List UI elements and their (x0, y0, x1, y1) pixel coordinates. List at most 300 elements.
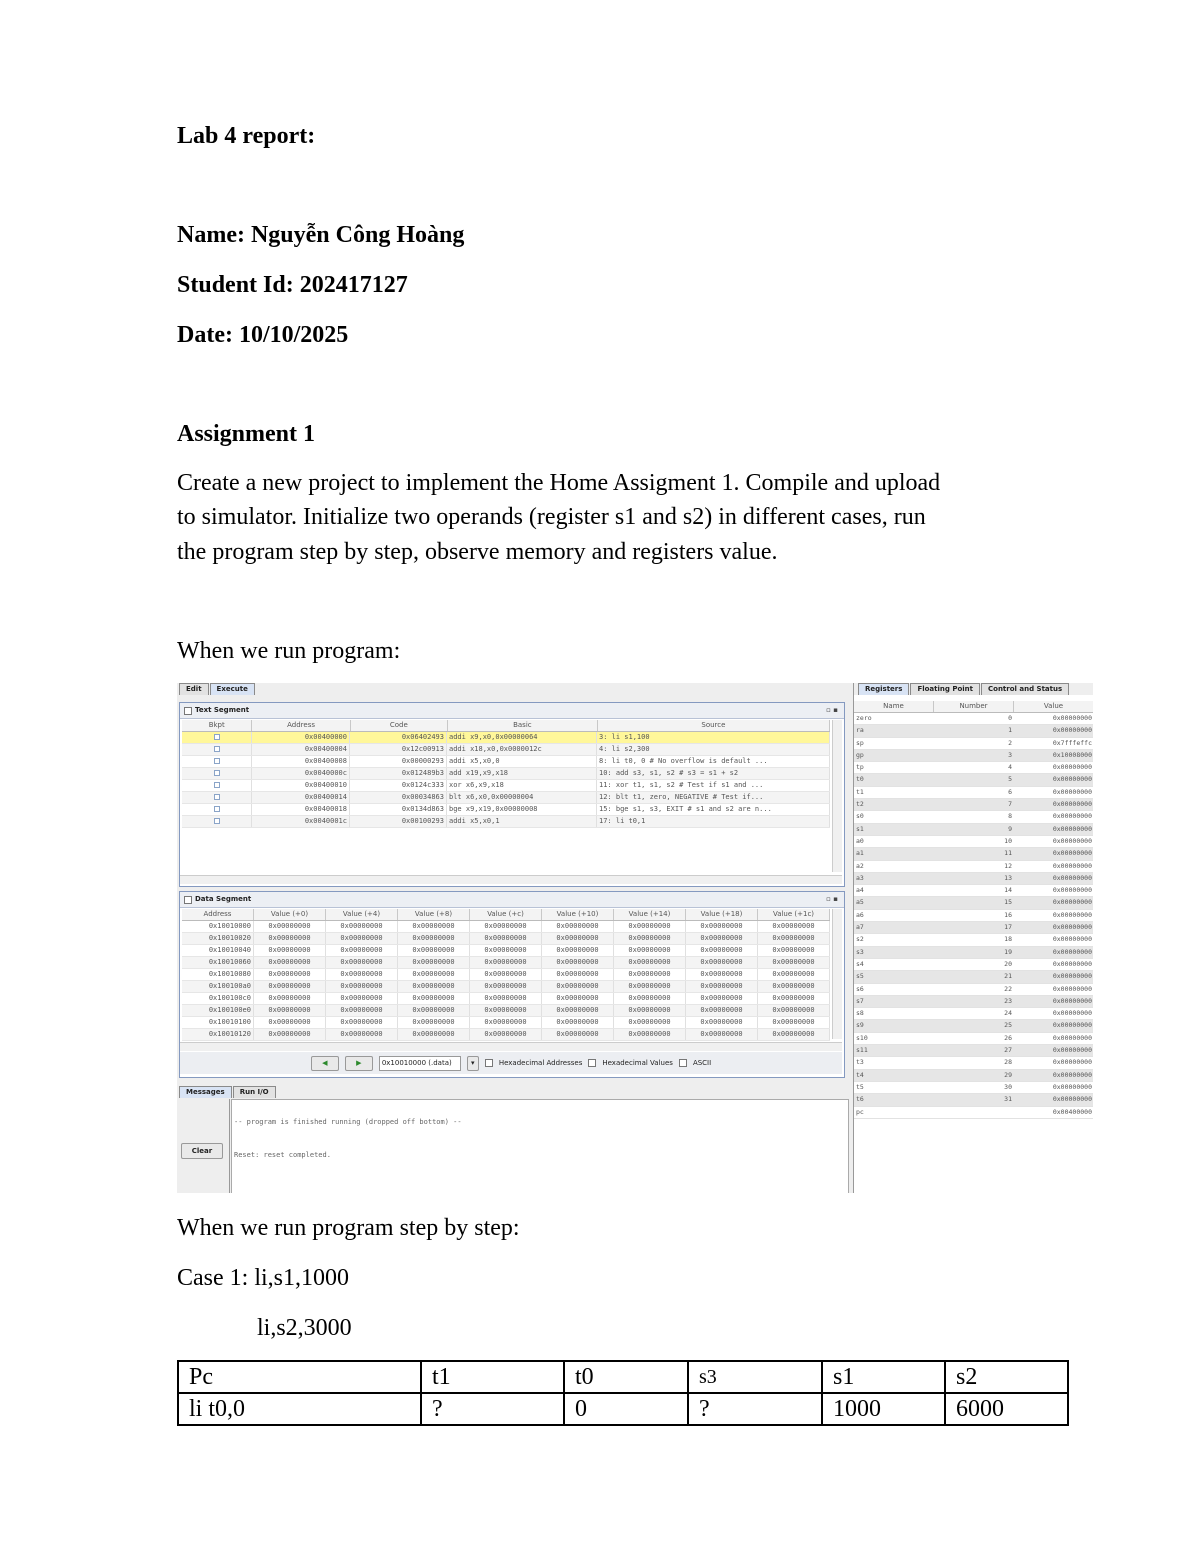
data-value-cell: 0x00000000 (326, 921, 398, 932)
data-segment-scrollbar[interactable] (832, 909, 842, 1039)
data-segment-row (182, 945, 830, 957)
data-value-cell: 0x00000000 (470, 1029, 542, 1040)
data-address-cell: 0x100100e0 (182, 1005, 254, 1016)
register-cell: 0x10008000 (1052, 750, 1092, 759)
messages-tabbar (177, 1086, 849, 1098)
breakpoint-checkbox[interactable] (214, 806, 220, 812)
text-segment-cell: addi x9,x0,0x00000064 (447, 732, 597, 743)
data-value-cell: 0x00000000 (470, 945, 542, 956)
data-value-cell: 0x00000000 (614, 1005, 686, 1016)
register-row (854, 824, 1093, 836)
register-cell: 0x00400000 (1052, 1107, 1092, 1116)
data-value-cell: 0x00000000 (326, 969, 398, 980)
data-segment-table (182, 909, 830, 1041)
register-cell: 11 (1004, 849, 1012, 858)
data-value-cell: 0x00000000 (254, 969, 326, 980)
data-address-cell: 0x10010000 (182, 921, 254, 932)
column-header: Bkpt (182, 720, 252, 731)
register-row (854, 762, 1093, 774)
tab-edit[interactable]: Edit (179, 683, 209, 695)
data-value-cell: 0x00000000 (326, 933, 398, 944)
data-value-cell: 0x00000000 (614, 957, 686, 968)
text-segment-cell: 0x0124c333 (350, 780, 447, 791)
breakpoint-cell (182, 780, 252, 791)
text-segment-cell: blt x6,x0,0x00000004 (447, 792, 597, 803)
register-cell: 0x00000000 (1052, 910, 1092, 919)
register-cell: s2 (856, 935, 864, 944)
text-segment-row (182, 768, 830, 780)
data-value-cell: 0x00000000 (686, 1029, 758, 1040)
register-cell: t6 (856, 1095, 864, 1104)
editor-tabbar (177, 683, 849, 695)
data-value-cell: 0x00000000 (398, 993, 470, 1004)
data-value-cell: 0x00000000 (686, 981, 758, 992)
register-row (854, 811, 1093, 823)
hex-addresses-checkbox[interactable] (485, 1059, 493, 1067)
simulator-main-area (177, 683, 849, 1193)
register-cell: 9 (1008, 824, 1012, 833)
register-cell: 24 (1004, 1009, 1012, 1018)
register-cell: gp (856, 750, 864, 759)
data-value-cell: 0x00000000 (470, 981, 542, 992)
messages-button-column (177, 1099, 230, 1193)
text-segment-cell: 0x00400010 (252, 780, 350, 791)
register-cell: 0x00000000 (1052, 836, 1092, 845)
text-segment-cell: 0x00400004 (252, 744, 350, 755)
register-cell: s9 (856, 1021, 864, 1030)
register-cell: 13 (1004, 873, 1012, 882)
register-cell: 5 (1008, 775, 1012, 784)
breakpoint-checkbox[interactable] (214, 782, 220, 788)
register-row (854, 750, 1093, 762)
data-segment-row (182, 957, 830, 969)
arrow-left-icon[interactable]: ◀ (311, 1056, 339, 1071)
data-value-cell: 0x00000000 (254, 981, 326, 992)
data-value-cell: 0x00000000 (470, 993, 542, 1004)
register-cell: 0x00000000 (1052, 726, 1092, 735)
text-segment-cell: 0x012489b3 (350, 768, 447, 779)
register-cell: 0x00000000 (1052, 959, 1092, 968)
text-segment-cell: 3: li s1,100 (597, 732, 830, 743)
tab-execute[interactable]: Execute (210, 683, 255, 695)
register-row (854, 1045, 1093, 1057)
step-caption: When we run program step by step: (177, 1215, 520, 1241)
assignment-paragraph-line-1: Create a new project to implement the Home Assigment 1. Compile and upload (177, 470, 941, 496)
arrow-right-icon[interactable]: ▶ (345, 1056, 373, 1071)
data-value-cell: 0x00000000 (326, 957, 398, 968)
student-name: Name: Nguyễn Công Hoàng (177, 222, 465, 248)
register-row (854, 959, 1093, 971)
data-segment-row (182, 933, 830, 945)
register-cell: 16 (1004, 910, 1012, 919)
register-cell: 0x00000000 (1052, 935, 1092, 944)
data-value-cell: 0x00000000 (614, 921, 686, 932)
register-row (854, 774, 1093, 786)
data-value-cell: 0x00000000 (758, 933, 830, 944)
data-value-cell: 0x00000000 (398, 969, 470, 980)
register-cell: 0x00000000 (1052, 775, 1092, 784)
data-value-cell: 0x00000000 (254, 957, 326, 968)
data-value-cell: 0x00000000 (758, 945, 830, 956)
data-segment-row (182, 969, 830, 981)
register-cell (934, 1107, 1014, 1118)
hex-values-checkbox[interactable] (588, 1059, 596, 1067)
register-row (854, 738, 1093, 750)
breakpoint-cell (182, 816, 252, 827)
breakpoint-cell (182, 756, 252, 767)
text-segment-cell: 0x0040000c (252, 768, 350, 779)
text-segment-cell: 0x12c00913 (350, 744, 447, 755)
register-row (854, 836, 1093, 848)
data-value-cell: 0x00000000 (398, 1029, 470, 1040)
trace-header-cell: t0 (564, 1361, 688, 1393)
register-cell: 0x00000000 (1052, 1095, 1092, 1104)
breakpoint-checkbox[interactable] (214, 818, 220, 824)
register-cell: 0x00000000 (1052, 1033, 1092, 1042)
text-segment-cell: 12: blt t1, zero, NEGATIVE # Test if... (597, 792, 830, 803)
register-cell: 2 (1008, 738, 1012, 747)
text-segment-cell: 0x0134d863 (350, 804, 447, 815)
register-cell: 0x00000000 (1052, 1070, 1092, 1079)
text-segment-row (182, 816, 830, 828)
register-cell: 0x00000000 (1052, 984, 1092, 993)
tab-run-io[interactable]: Run I/O (233, 1086, 276, 1098)
register-row (854, 1094, 1093, 1106)
data-value-cell: 0x00000000 (758, 1029, 830, 1040)
register-cell: 19 (1004, 947, 1012, 956)
data-value-cell: 0x00000000 (686, 957, 758, 968)
text-segment-hscrollbar[interactable] (180, 875, 842, 884)
data-value-cell: 0x00000000 (470, 1005, 542, 1016)
register-cell: t1 (856, 787, 864, 796)
register-row (854, 996, 1093, 1008)
data-segment-row (182, 1017, 830, 1029)
tab-floating-point[interactable]: Floating Point (910, 683, 980, 695)
data-segment-body (182, 921, 830, 1041)
data-value-cell: 0x00000000 (542, 933, 614, 944)
column-header: Value (+1c) (758, 909, 830, 920)
data-segment-header (182, 909, 830, 921)
register-row (854, 984, 1093, 996)
trace-header-cell: t1 (421, 1361, 564, 1393)
text-segment-header (182, 720, 830, 732)
trace-cell: ? (688, 1393, 822, 1425)
breakpoint-checkbox[interactable] (214, 794, 220, 800)
register-cell: a6 (856, 910, 864, 919)
panel-restore-icon[interactable]: ▫ ▪ (826, 706, 838, 714)
data-address-cell: 0x100100a0 (182, 981, 254, 992)
data-value-cell: 0x00000000 (254, 933, 326, 944)
register-cell: 10 (1004, 836, 1012, 845)
text-segment-cell: 0x00400000 (252, 732, 350, 743)
register-cell: 15 (1004, 898, 1012, 907)
register-cell: a1 (856, 849, 864, 858)
register-cell: t2 (856, 800, 864, 809)
data-segment-checkbox-icon[interactable] (184, 896, 192, 904)
text-segment-row (182, 744, 830, 756)
text-segment-body (182, 732, 830, 828)
data-value-cell: 0x00000000 (686, 921, 758, 932)
trace-header-cell: s2 (945, 1361, 1068, 1393)
student-id: Student Id: 202417127 (177, 272, 408, 298)
data-value-cell: 0x00000000 (326, 993, 398, 1004)
register-cell: 0x00000000 (1052, 1021, 1092, 1030)
data-value-cell: 0x00000000 (686, 1005, 758, 1016)
text-segment-scrollbar[interactable] (832, 720, 842, 872)
register-cell: sp (856, 738, 864, 747)
text-segment-cell: addi x5,x0,1 (447, 816, 597, 827)
tab-messages[interactable]: Messages (179, 1086, 232, 1098)
text-segment-title: Text Segment (195, 706, 250, 714)
data-segment-title: Data Segment (195, 895, 252, 903)
data-address-cell: 0x10010120 (182, 1029, 254, 1040)
register-cell: tp (856, 763, 864, 772)
data-segment-select-value: 0x10010000 (.data) (381, 1058, 452, 1067)
register-cell: s1 (856, 824, 864, 833)
message-line: -- program is finished running (dropped off bottom) -- (234, 1118, 462, 1126)
text-segment-cell: 17: li t0,1 (597, 816, 830, 827)
register-row (854, 910, 1093, 922)
trace-cell: 1000 (822, 1393, 945, 1425)
register-cell: 0x00000000 (1052, 972, 1092, 981)
data-segment-select[interactable] (379, 1056, 461, 1071)
data-address-cell: 0x10010060 (182, 957, 254, 968)
text-segment-row (182, 756, 830, 768)
assignment-paragraph-line-3: the program step by step, observe memory and registers value. (177, 539, 778, 565)
data-value-cell: 0x00000000 (614, 969, 686, 980)
register-cell: a5 (856, 898, 864, 907)
data-value-cell: 0x00000000 (542, 993, 614, 1004)
register-row (854, 971, 1093, 983)
trace-cell: 6000 (945, 1393, 1068, 1425)
data-value-cell: 0x00000000 (542, 981, 614, 992)
column-header: Name (854, 701, 934, 712)
register-row (854, 713, 1093, 725)
data-value-cell: 0x00000000 (398, 1017, 470, 1028)
case-1-line-1: Case 1: li,s1,1000 (177, 1265, 349, 1291)
register-cell: 0x7fffeffc (1052, 738, 1092, 747)
data-value-cell: 0x00000000 (686, 933, 758, 944)
breakpoint-checkbox[interactable] (214, 746, 220, 752)
data-value-cell: 0x00000000 (254, 1029, 326, 1040)
data-value-cell: 0x00000000 (326, 981, 398, 992)
data-address-cell: 0x100100c0 (182, 993, 254, 1004)
trace-header-cell: s1 (822, 1361, 945, 1393)
text-segment-cell: 0x00400014 (252, 792, 350, 803)
register-cell: a7 (856, 923, 864, 932)
data-value-cell: 0x00000000 (758, 957, 830, 968)
data-value-cell: 0x00000000 (398, 933, 470, 944)
data-segment-row (182, 1029, 830, 1041)
data-value-cell: 0x00000000 (686, 945, 758, 956)
register-row (854, 885, 1093, 897)
data-value-cell: 0x00000000 (398, 981, 470, 992)
data-value-cell: 0x00000000 (470, 921, 542, 932)
registers-body (854, 713, 1093, 1119)
register-cell: s8 (856, 1009, 864, 1018)
breakpoint-cell (182, 744, 252, 755)
message-line: Reset: reset completed. (234, 1151, 331, 1159)
data-value-cell: 0x00000000 (758, 993, 830, 1004)
register-cell: a0 (856, 836, 864, 845)
register-row (854, 848, 1093, 860)
register-cell: s11 (856, 1046, 868, 1055)
register-cell: 17 (1004, 923, 1012, 932)
register-cell: 29 (1004, 1070, 1012, 1079)
trace-table-row (178, 1393, 1068, 1425)
register-cell: s10 (856, 1033, 868, 1042)
data-segment-panel (179, 891, 845, 1078)
text-segment-cell: 11: xor t1, s1, s2 # Test if s1 and ... (597, 780, 830, 791)
data-value-cell: 0x00000000 (542, 921, 614, 932)
text-segment-cell: 0x00100293 (350, 816, 447, 827)
text-segment-cell: 0x00034863 (350, 792, 447, 803)
data-value-cell: 0x00000000 (470, 957, 542, 968)
register-cell: 4 (1008, 763, 1012, 772)
data-segment-hscrollbar[interactable] (180, 1042, 842, 1051)
column-header: Number (934, 701, 1014, 712)
data-value-cell: 0x00000000 (758, 921, 830, 932)
register-cell: 0x00000000 (1052, 886, 1092, 895)
register-row (854, 1082, 1093, 1094)
column-header: Value (+14) (614, 909, 686, 920)
text-segment-title-bar (180, 703, 844, 719)
register-cell: 0x00000000 (1052, 947, 1092, 956)
messages-output (231, 1099, 849, 1193)
trace-header-cell: Pc (178, 1361, 421, 1393)
register-cell: s6 (856, 984, 864, 993)
data-value-cell: 0x00000000 (326, 1005, 398, 1016)
data-segment-row (182, 1005, 830, 1017)
breakpoint-cell (182, 804, 252, 815)
data-value-cell: 0x00000000 (686, 993, 758, 1004)
register-cell: 0x00000000 (1052, 1046, 1092, 1055)
hex-values-label: Hexadecimal Values (602, 1059, 673, 1067)
register-cell: 3 (1008, 750, 1012, 759)
text-segment-row (182, 804, 830, 816)
text-segment-cell: 0x06402493 (350, 732, 447, 743)
text-segment-cell: 10: add s3, s1, s2 # s3 = s1 + s2 (597, 768, 830, 779)
data-value-cell: 0x00000000 (686, 1017, 758, 1028)
register-cell: 27 (1004, 1046, 1012, 1055)
text-segment-cell: bge x9,x19,0x00000008 (447, 804, 597, 815)
tab-control-and-status[interactable]: Control and Status (981, 683, 1069, 695)
assignment-paragraph-line-2: to simulator. Initialize two operands (register s1 and s2) in different cases, run (177, 504, 926, 530)
breakpoint-cell (182, 792, 252, 803)
register-cell: 0x00000000 (1052, 996, 1092, 1005)
register-row (854, 861, 1093, 873)
simulator-screenshot (177, 683, 1093, 1193)
data-segment-nav-bar (180, 1052, 842, 1074)
register-row (854, 1020, 1093, 1032)
data-value-cell: 0x00000000 (614, 1029, 686, 1040)
ascii-checkbox[interactable] (679, 1059, 687, 1067)
breakpoint-checkbox[interactable] (214, 758, 220, 764)
register-cell: 31 (1004, 1095, 1012, 1104)
register-cell: 26 (1004, 1033, 1012, 1042)
data-value-cell: 0x00000000 (326, 1017, 398, 1028)
data-segment-title-bar (180, 892, 844, 908)
trace-table-header (178, 1361, 1068, 1393)
data-value-cell: 0x00000000 (254, 945, 326, 956)
data-value-cell: 0x00000000 (398, 957, 470, 968)
register-cell: 30 (1004, 1082, 1012, 1091)
register-cell: s5 (856, 972, 864, 981)
register-cell: 28 (1004, 1058, 1012, 1067)
clear-button[interactable]: Clear (181, 1143, 223, 1159)
panel-restore-icon[interactable]: ▫ ▪ (826, 895, 838, 903)
data-value-cell: 0x00000000 (758, 969, 830, 980)
trace-cell: ? (421, 1393, 564, 1425)
text-segment-checkbox-icon[interactable] (184, 707, 192, 715)
column-header: Value (+18) (686, 909, 758, 920)
register-cell: s7 (856, 996, 864, 1005)
data-value-cell: 0x00000000 (326, 945, 398, 956)
data-segment-row (182, 981, 830, 993)
register-row (854, 1008, 1093, 1020)
run-caption: When we run program: (177, 638, 401, 664)
register-cell: a2 (856, 861, 864, 870)
breakpoint-checkbox[interactable] (214, 770, 220, 776)
register-cell: 8 (1008, 812, 1012, 821)
register-cell: 0x00000000 (1052, 849, 1092, 858)
data-value-cell: 0x00000000 (758, 1005, 830, 1016)
text-segment-row (182, 732, 830, 744)
data-value-cell: 0x00000000 (326, 1029, 398, 1040)
registers-header (854, 701, 1093, 713)
column-header: Value (+10) (542, 909, 614, 920)
register-cell: 21 (1004, 972, 1012, 981)
text-segment-cell: 0x00400008 (252, 756, 350, 767)
register-cell: 0x00000000 (1052, 923, 1092, 932)
column-header: Code (351, 720, 448, 731)
register-cell: zero (856, 714, 872, 722)
register-cell: 14 (1004, 886, 1012, 895)
trace-cell: 0 (564, 1393, 688, 1425)
register-cell: 25 (1004, 1021, 1012, 1030)
register-cell: ra (856, 726, 864, 735)
register-cell: 0x00000000 (1052, 1058, 1092, 1067)
column-header: Address (182, 909, 254, 920)
data-value-cell: 0x00000000 (254, 921, 326, 932)
chevron-down-icon[interactable]: ▾ (467, 1056, 479, 1071)
text-segment-cell: addi x5,x0,0 (447, 756, 597, 767)
register-row (854, 1107, 1093, 1119)
data-value-cell: 0x00000000 (542, 957, 614, 968)
data-value-cell: 0x00000000 (254, 1017, 326, 1028)
register-cell: s3 (856, 947, 864, 956)
register-cell: 0x00000000 (1052, 861, 1092, 870)
text-segment-cell: addi x18,x0,0x0000012c (447, 744, 597, 755)
messages-panel (177, 1086, 849, 1193)
text-segment-cell: xor x6,x9,x18 (447, 780, 597, 791)
register-cell: pc (856, 1107, 864, 1116)
register-cell: a3 (856, 873, 864, 882)
register-cell: 20 (1004, 959, 1012, 968)
register-cell: t4 (856, 1070, 864, 1079)
data-value-cell: 0x00000000 (542, 1029, 614, 1040)
data-value-cell: 0x00000000 (470, 1017, 542, 1028)
data-value-cell: 0x00000000 (398, 945, 470, 956)
register-cell: 0x00000000 (1052, 824, 1092, 833)
breakpoint-checkbox[interactable] (214, 734, 220, 740)
registers-tabbar (854, 683, 1093, 695)
data-value-cell: 0x00000000 (614, 1017, 686, 1028)
tab-registers[interactable]: Registers (858, 683, 909, 695)
data-value-cell: 0x00000000 (542, 945, 614, 956)
text-segment-cell: 0x00000293 (350, 756, 447, 767)
text-segment-cell: 0x00400018 (252, 804, 350, 815)
